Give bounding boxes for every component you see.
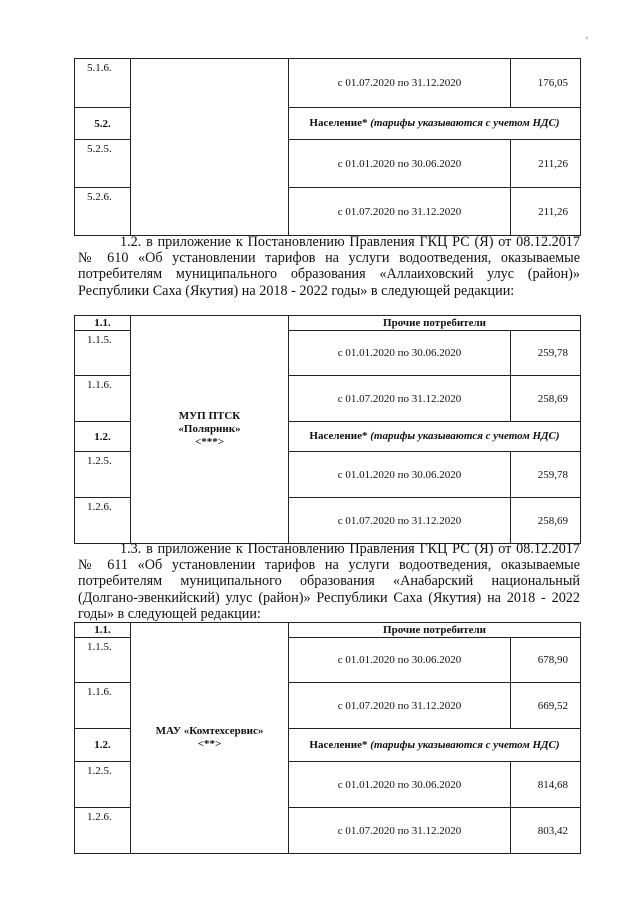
period-cell: с 01.07.2020 по 31.12.2020: [289, 59, 511, 108]
period-cell: с 01.01.2020 по 30.06.2020: [289, 762, 511, 808]
section-header: Население* (тарифы указываются с учетом НДС): [289, 729, 581, 762]
organization-cell: МУП ПТСК «Полярник» <***>: [131, 316, 289, 544]
section-header: Прочие потребители: [289, 623, 581, 638]
row-number: 1.2.: [75, 422, 131, 452]
organization-cell: МАУ «Комтехсервис» <**>: [131, 623, 289, 854]
table-row: [75, 59, 581, 108]
tariff-table-1: [74, 58, 581, 236]
row-number: 1.2.6.: [75, 498, 131, 544]
row-number: 1.2.6.: [75, 808, 131, 854]
tariff-table-3: [74, 622, 581, 854]
tariff-table-2: [74, 315, 581, 544]
table-row: [75, 623, 581, 638]
row-number: 5.2.6.: [75, 188, 131, 236]
row-number: 5.2.5.: [75, 140, 131, 188]
tariff-value: 669,52: [511, 683, 581, 729]
row-number: 1.1.5.: [75, 638, 131, 683]
tariff-value: 803,42: [511, 808, 581, 854]
period-cell: с 01.07.2020 по 31.12.2020: [289, 683, 511, 729]
tariff-value: 258,69: [511, 376, 581, 422]
period-cell: с 01.01.2020 по 30.06.2020: [289, 638, 511, 683]
period-cell: с 01.07.2020 по 31.12.2020: [289, 376, 511, 422]
tariff-value: 678,90: [511, 638, 581, 683]
section-header: Население* (тарифы указываются с учетом НДС): [289, 422, 581, 452]
period-cell: с 01.01.2020 по 30.06.2020: [289, 331, 511, 376]
tariff-value: 211,26: [511, 140, 581, 188]
tariff-value: 259,78: [511, 452, 581, 498]
tariff-value: 211,26: [511, 188, 581, 236]
section-header: Население* (тарифы указываются с учетом НДС): [289, 108, 581, 140]
row-number: 1.2.: [75, 729, 131, 762]
tariff-value: 259,78: [511, 331, 581, 376]
paragraph-1-2: 1.2. в приложение к Постановлению Правления ГКЦ РС (Я) от 08.12.2017 № 610 «Об установлении тарифов на услуги водоотведения, оказываемые потребителям муниципального образования «Аллаиховский улус (район)» Республики Саха (Якутия) на 2018 - 2022 годы» в следующей редакции:: [78, 234, 580, 299]
period-cell: с 01.01.2020 по 30.06.2020: [289, 452, 511, 498]
period-cell: с 01.07.2020 по 31.12.2020: [289, 498, 511, 544]
period-cell: с 01.07.2020 по 31.12.2020: [289, 188, 511, 236]
section-header: Прочие потребители: [289, 316, 581, 331]
tariff-value: 258,69: [511, 498, 581, 544]
period-cell: с 01.01.2020 по 30.06.2020: [289, 140, 511, 188]
corner-mark: ': [586, 36, 588, 47]
row-number: 1.1.6.: [75, 376, 131, 422]
tariff-value: 176,05: [511, 59, 581, 108]
tariff-value: 814,68: [511, 762, 581, 808]
paragraph-1-3: 1.3. в приложение к Постановлению Правления ГКЦ РС (Я) от 08.12.2017 № 611 «Об установлении тарифов на услуги водоотведения, оказываемые потребителям муниципального образования «Анабарский национальный (Долгано-эвенкийский) улус (район)» Республики Саха (Якутия) на 2018 - 2022 годы» в следующей редакции:: [78, 541, 580, 622]
period-cell: с 01.07.2020 по 31.12.2020: [289, 808, 511, 854]
row-number: 1.1.: [75, 316, 131, 331]
row-number: 5.2.: [75, 108, 131, 140]
row-number: 1.2.5.: [75, 762, 131, 808]
row-number: 1.1.: [75, 623, 131, 638]
row-number: 1.2.5.: [75, 452, 131, 498]
row-number: 1.1.6.: [75, 683, 131, 729]
row-number: 1.1.5.: [75, 331, 131, 376]
table-row: [75, 316, 581, 331]
organization-cell: [131, 59, 289, 236]
row-number: 5.1.6.: [75, 59, 131, 108]
